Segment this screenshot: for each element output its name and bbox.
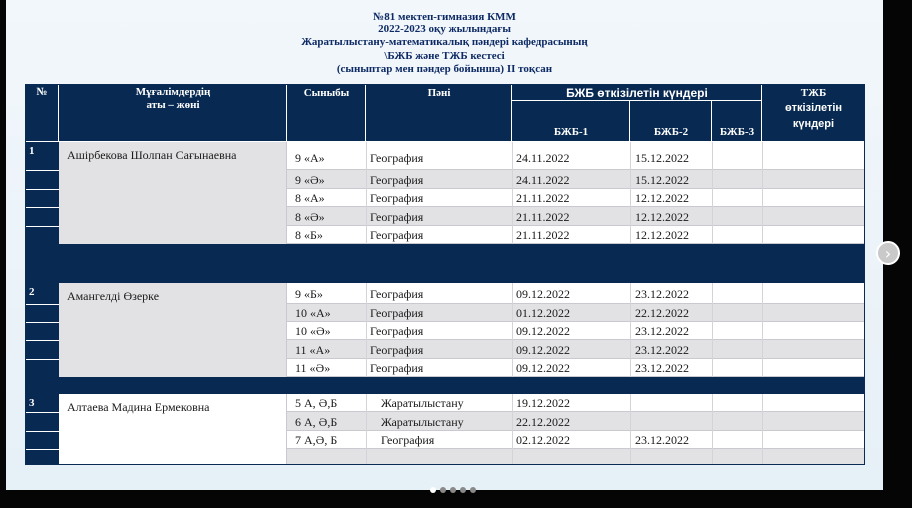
subject-cell: География xyxy=(370,228,424,242)
bjb1-cell: 09.12.2022 xyxy=(516,361,570,375)
header-no-label: № xyxy=(36,86,48,98)
header-teacher-line2: аты – жөні xyxy=(146,99,200,111)
class-cell: 10 «Ә» xyxy=(295,324,331,338)
bjb1-cell: 19.12.2022 xyxy=(516,396,570,410)
teacher-name: Ашірбекова Шолпан Сағынаевна xyxy=(67,148,237,162)
header-tjb-line1: ТЖБ xyxy=(800,87,827,99)
bjb1-cell: 22.12.2022 xyxy=(516,414,570,429)
class-cell: 8 «А» xyxy=(295,191,325,205)
column-divider xyxy=(366,283,367,377)
number-row-divider xyxy=(25,304,59,305)
column-divider xyxy=(712,283,713,377)
carousel-dot[interactable] xyxy=(450,487,456,493)
class-cell: 11 «А» xyxy=(295,342,331,357)
number-column xyxy=(25,142,59,244)
column-divider xyxy=(512,142,513,244)
column-divider xyxy=(762,283,763,377)
column-divider xyxy=(762,142,763,244)
header-teacher-line1: Мұғалімдердің xyxy=(135,86,211,98)
bjb2-cell: 22.12.2022 xyxy=(635,306,689,320)
subject-cell: География xyxy=(370,361,424,375)
class-cell: 10 «А» xyxy=(295,306,331,320)
bjb2-cell: 23.12.2022 xyxy=(635,342,689,357)
bjb2-cell: 12.12.2022 xyxy=(635,209,689,224)
slide xyxy=(6,0,883,490)
column-divider xyxy=(512,283,513,377)
class-cell: 8 «Б» xyxy=(295,228,323,242)
class-cell: 9 «Ә» xyxy=(295,172,325,187)
number-row-divider xyxy=(25,340,59,341)
number-row-divider xyxy=(25,189,59,190)
class-cell: 8 «Ә» xyxy=(295,209,325,224)
bjb2-cell: 23.12.2022 xyxy=(635,361,689,375)
header-tjb-line2: өткізілетін xyxy=(784,102,843,114)
bjb2-cell: 12.12.2022 xyxy=(635,228,689,242)
next-slide-button[interactable] xyxy=(876,241,900,265)
subject-cell: География xyxy=(370,151,424,165)
header-subject-label: Пәні xyxy=(427,87,451,99)
bjb2-cell: 23.12.2022 xyxy=(635,286,689,301)
group-separator xyxy=(25,244,865,283)
subject-cell: Жаратылыстану xyxy=(381,414,464,429)
column-divider xyxy=(630,283,631,377)
class-cell: 7 А,Ә, Б xyxy=(295,433,338,447)
bjb1-cell: 24.11.2022 xyxy=(516,151,570,165)
class-cell: 9 «Б» xyxy=(295,286,323,301)
subject-cell: География xyxy=(370,306,424,320)
class-cell: 6 А, Ә,Б xyxy=(295,414,338,429)
number-row-divider xyxy=(25,226,59,227)
chevron-right-icon: › xyxy=(884,243,892,263)
bjb2-cell: 12.12.2022 xyxy=(635,191,689,205)
column-divider xyxy=(762,394,763,465)
title-line-1: №81 мектеп-гимназия КММ xyxy=(373,11,516,23)
teacher-number: 3 xyxy=(29,397,35,409)
class-cell: 5 А, Ә,Б xyxy=(295,396,338,410)
title-line-5: (сыныптар мен пәндер бойынша) II тоқсан xyxy=(336,63,553,75)
header-tjb-line3: күндері xyxy=(792,118,835,130)
bjb2-cell: 15.12.2022 xyxy=(635,172,689,187)
number-row-divider xyxy=(25,170,59,171)
bjb2-cell: 23.12.2022 xyxy=(635,433,689,447)
teacher-number: 2 xyxy=(29,286,35,298)
bjb2-cell: 23.12.2022 xyxy=(635,324,689,338)
table-row xyxy=(287,394,865,412)
column-divider xyxy=(366,142,367,244)
column-divider xyxy=(712,142,713,244)
title-line-2: 2022-2023 оқу жылындағы xyxy=(378,23,511,35)
carousel-dot[interactable] xyxy=(430,487,436,493)
column-divider xyxy=(630,142,631,244)
teacher-name: Алтаева Мадина Ермековна xyxy=(67,400,210,414)
table-row xyxy=(287,412,865,431)
bjb1-cell: 09.12.2022 xyxy=(516,286,570,301)
subject-cell: География xyxy=(381,433,435,447)
number-row-divider xyxy=(25,359,59,360)
subject-cell: Жаратылыстану xyxy=(381,396,464,410)
column-divider xyxy=(630,394,631,465)
bjb2-cell: 15.12.2022 xyxy=(635,151,689,165)
teacher-number: 1 xyxy=(29,145,35,157)
subject-cell: География xyxy=(370,191,424,205)
subject-cell: География xyxy=(370,342,424,357)
bjb1-cell: 09.12.2022 xyxy=(516,324,570,338)
carousel-dot[interactable] xyxy=(470,487,476,493)
group-separator xyxy=(25,377,865,394)
subject-cell: География xyxy=(370,324,424,338)
carousel-dot[interactable] xyxy=(440,487,446,493)
header-bjb-group-label: БЖБ өткізілетін күндері xyxy=(566,86,708,100)
column-divider xyxy=(366,394,367,465)
number-row-divider xyxy=(25,449,59,450)
bjb1-cell: 02.12.2022 xyxy=(516,433,570,447)
title-line-4: \БЖБ және ТЖБ кестесі xyxy=(384,50,505,62)
teacher-name: Амангелді Өзерке xyxy=(67,289,160,303)
subject-cell: География xyxy=(370,286,424,301)
class-cell: 11 «Ә» xyxy=(295,361,331,375)
subject-cell: География xyxy=(370,172,424,187)
header-bjb1-label: БЖБ-1 xyxy=(553,126,589,138)
column-divider xyxy=(512,394,513,465)
column-divider xyxy=(712,394,713,465)
bjb1-cell: 21.11.2022 xyxy=(516,191,570,205)
carousel-dot[interactable] xyxy=(460,487,466,493)
title-line-3: Жаратылыстану-математикалық пәндері кафедрасының xyxy=(301,36,588,48)
number-row-divider xyxy=(25,431,59,432)
bjb1-cell: 09.12.2022 xyxy=(516,342,570,357)
number-row-divider xyxy=(25,207,59,208)
number-row-divider xyxy=(25,322,59,323)
header-class-label: Сыныбы xyxy=(303,87,350,99)
bjb1-cell: 21.11.2022 xyxy=(516,209,570,224)
bjb1-cell: 01.12.2022 xyxy=(516,306,570,320)
header-bjb3-label: БЖБ-3 xyxy=(719,126,755,138)
table-row xyxy=(287,449,865,465)
bjb1-cell: 21.11.2022 xyxy=(516,228,570,242)
header-bjb2-label: БЖБ-2 xyxy=(653,126,689,138)
class-cell: 9 «А» xyxy=(295,151,325,165)
bjb1-cell: 24.11.2022 xyxy=(516,172,570,187)
table-row xyxy=(287,431,865,449)
number-row-divider xyxy=(25,412,59,413)
subject-cell: География xyxy=(370,209,424,224)
